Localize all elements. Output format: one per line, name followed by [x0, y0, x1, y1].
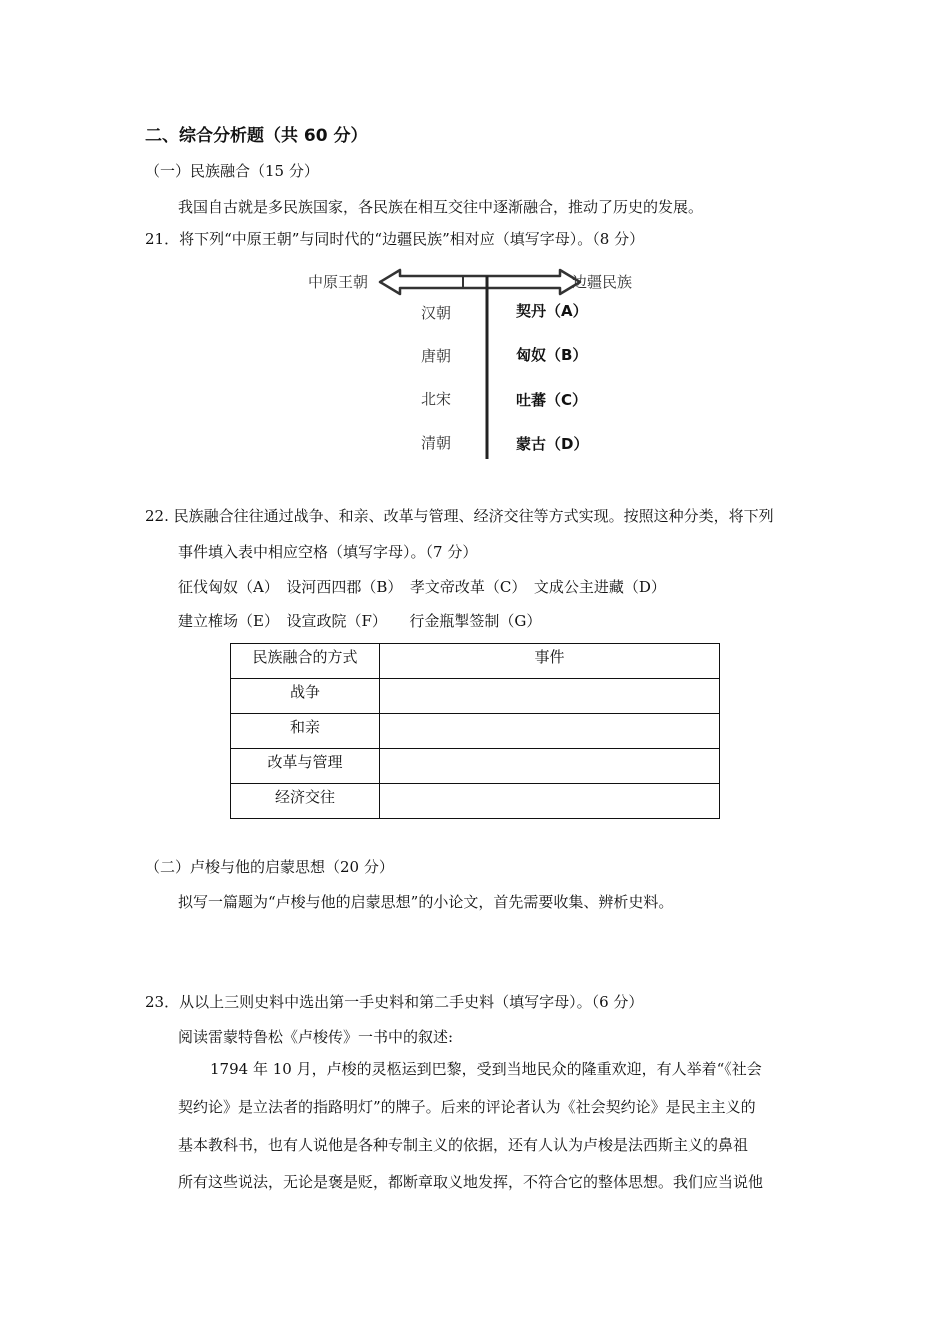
table-row: [231, 679, 720, 714]
table-cell-method: 经济交往: [231, 784, 380, 819]
passage-line: 所有这些说法，无论是褒是贬，都断章取义地发挥，不符合它的整体思想。我们应当说他: [178, 1173, 764, 1191]
dynasty-ethnic-diagram: [300, 262, 650, 462]
dynasty-qing: 清朝: [421, 434, 452, 452]
central-dynasty-title: 中原王朝: [308, 273, 369, 291]
question-22-line2: 事件填入表中相应空格（填写字母）。（7 分）: [178, 543, 478, 561]
dynasty-northern-song: 北宋: [421, 390, 452, 408]
table-cell-method: 战争: [231, 679, 380, 714]
part2-heading: （二）卢梭与他的启蒙思想（20 分）: [145, 858, 394, 876]
table-header-method: 民族融合的方式: [231, 644, 380, 679]
double-arrow-icon: [300, 262, 650, 462]
reading-intro: 阅读雷蒙特鲁松《卢梭传》一书中的叙述:: [178, 1028, 454, 1046]
question-23: 23．从以上三则史料中选出第一手史料和第二手史料（填写字母）。（6 分）: [145, 993, 644, 1011]
ethnic-mongol: 蒙古（D）: [516, 435, 589, 453]
ethnic-tubo: 吐蕃（C）: [516, 391, 588, 409]
table-cell-answer[interactable]: [380, 749, 720, 784]
section-title: 二、综合分析题（共 60 分）: [145, 126, 368, 146]
part1-intro: 我国自古就是多民族国家，各民族在相互交往中逐渐融合，推动了历史的发展。: [178, 198, 704, 216]
table-cell-method: 和亲: [231, 714, 380, 749]
question-22-options-2: 建立榷场（E） 设宣政院（F） 行金瓶掣签制（G）: [178, 612, 542, 630]
table-cell-answer[interactable]: [380, 714, 720, 749]
question-21: 21．将下列“中原王朝”与同时代的“边疆民族”相对应（填写字母）。（8 分）: [145, 230, 645, 248]
table-cell-method: 改革与管理: [231, 749, 380, 784]
passage-line: 基本教科书，也有人说他是各种专制主义的依据，还有人认为卢梭是法西斯主义的鼻祖: [178, 1136, 749, 1154]
part2-intro: 拟写一篇题为“卢梭与他的启蒙思想”的小论文，首先需要收集、辨析史料。: [178, 893, 674, 911]
dynasty-tang: 唐朝: [421, 347, 452, 365]
part1-heading: （一）民族融合（15 分）: [145, 162, 319, 180]
frontier-ethnic-title: 边疆民族: [572, 273, 633, 291]
table-header-event: 事件: [380, 644, 720, 679]
question-22-line1: 22. 民族融合往往通过战争、和亲、改革与管理、经济交往等方式实现。按照这种分类，将下列: [145, 507, 774, 525]
table-cell-answer[interactable]: [380, 784, 720, 819]
table-header-row: [231, 644, 720, 679]
table-row: [231, 749, 720, 784]
table-row: [231, 714, 720, 749]
passage-line: 1794 年 10 月，卢梭的灵柩运到巴黎，受到当地民众的隆重欢迎，有人举着“《社会: [210, 1060, 762, 1078]
passage-line: 契约论》是立法者的指路明灯”的牌子。后来的评论者认为《社会契约论》是民主主义的: [178, 1098, 756, 1116]
ethnic-xiongnu: 匈奴（B）: [516, 346, 588, 364]
question-22-options-1: 征伐匈奴（A） 设河西四郡（B） 孝文帝改革（C） 文成公主进藏（D）: [178, 578, 666, 596]
table-cell-answer[interactable]: [380, 679, 720, 714]
fusion-method-table: [230, 643, 720, 819]
ethnic-khitan: 契丹（A）: [516, 302, 588, 320]
dynasty-han: 汉朝: [421, 304, 452, 322]
table-row: [231, 784, 720, 819]
